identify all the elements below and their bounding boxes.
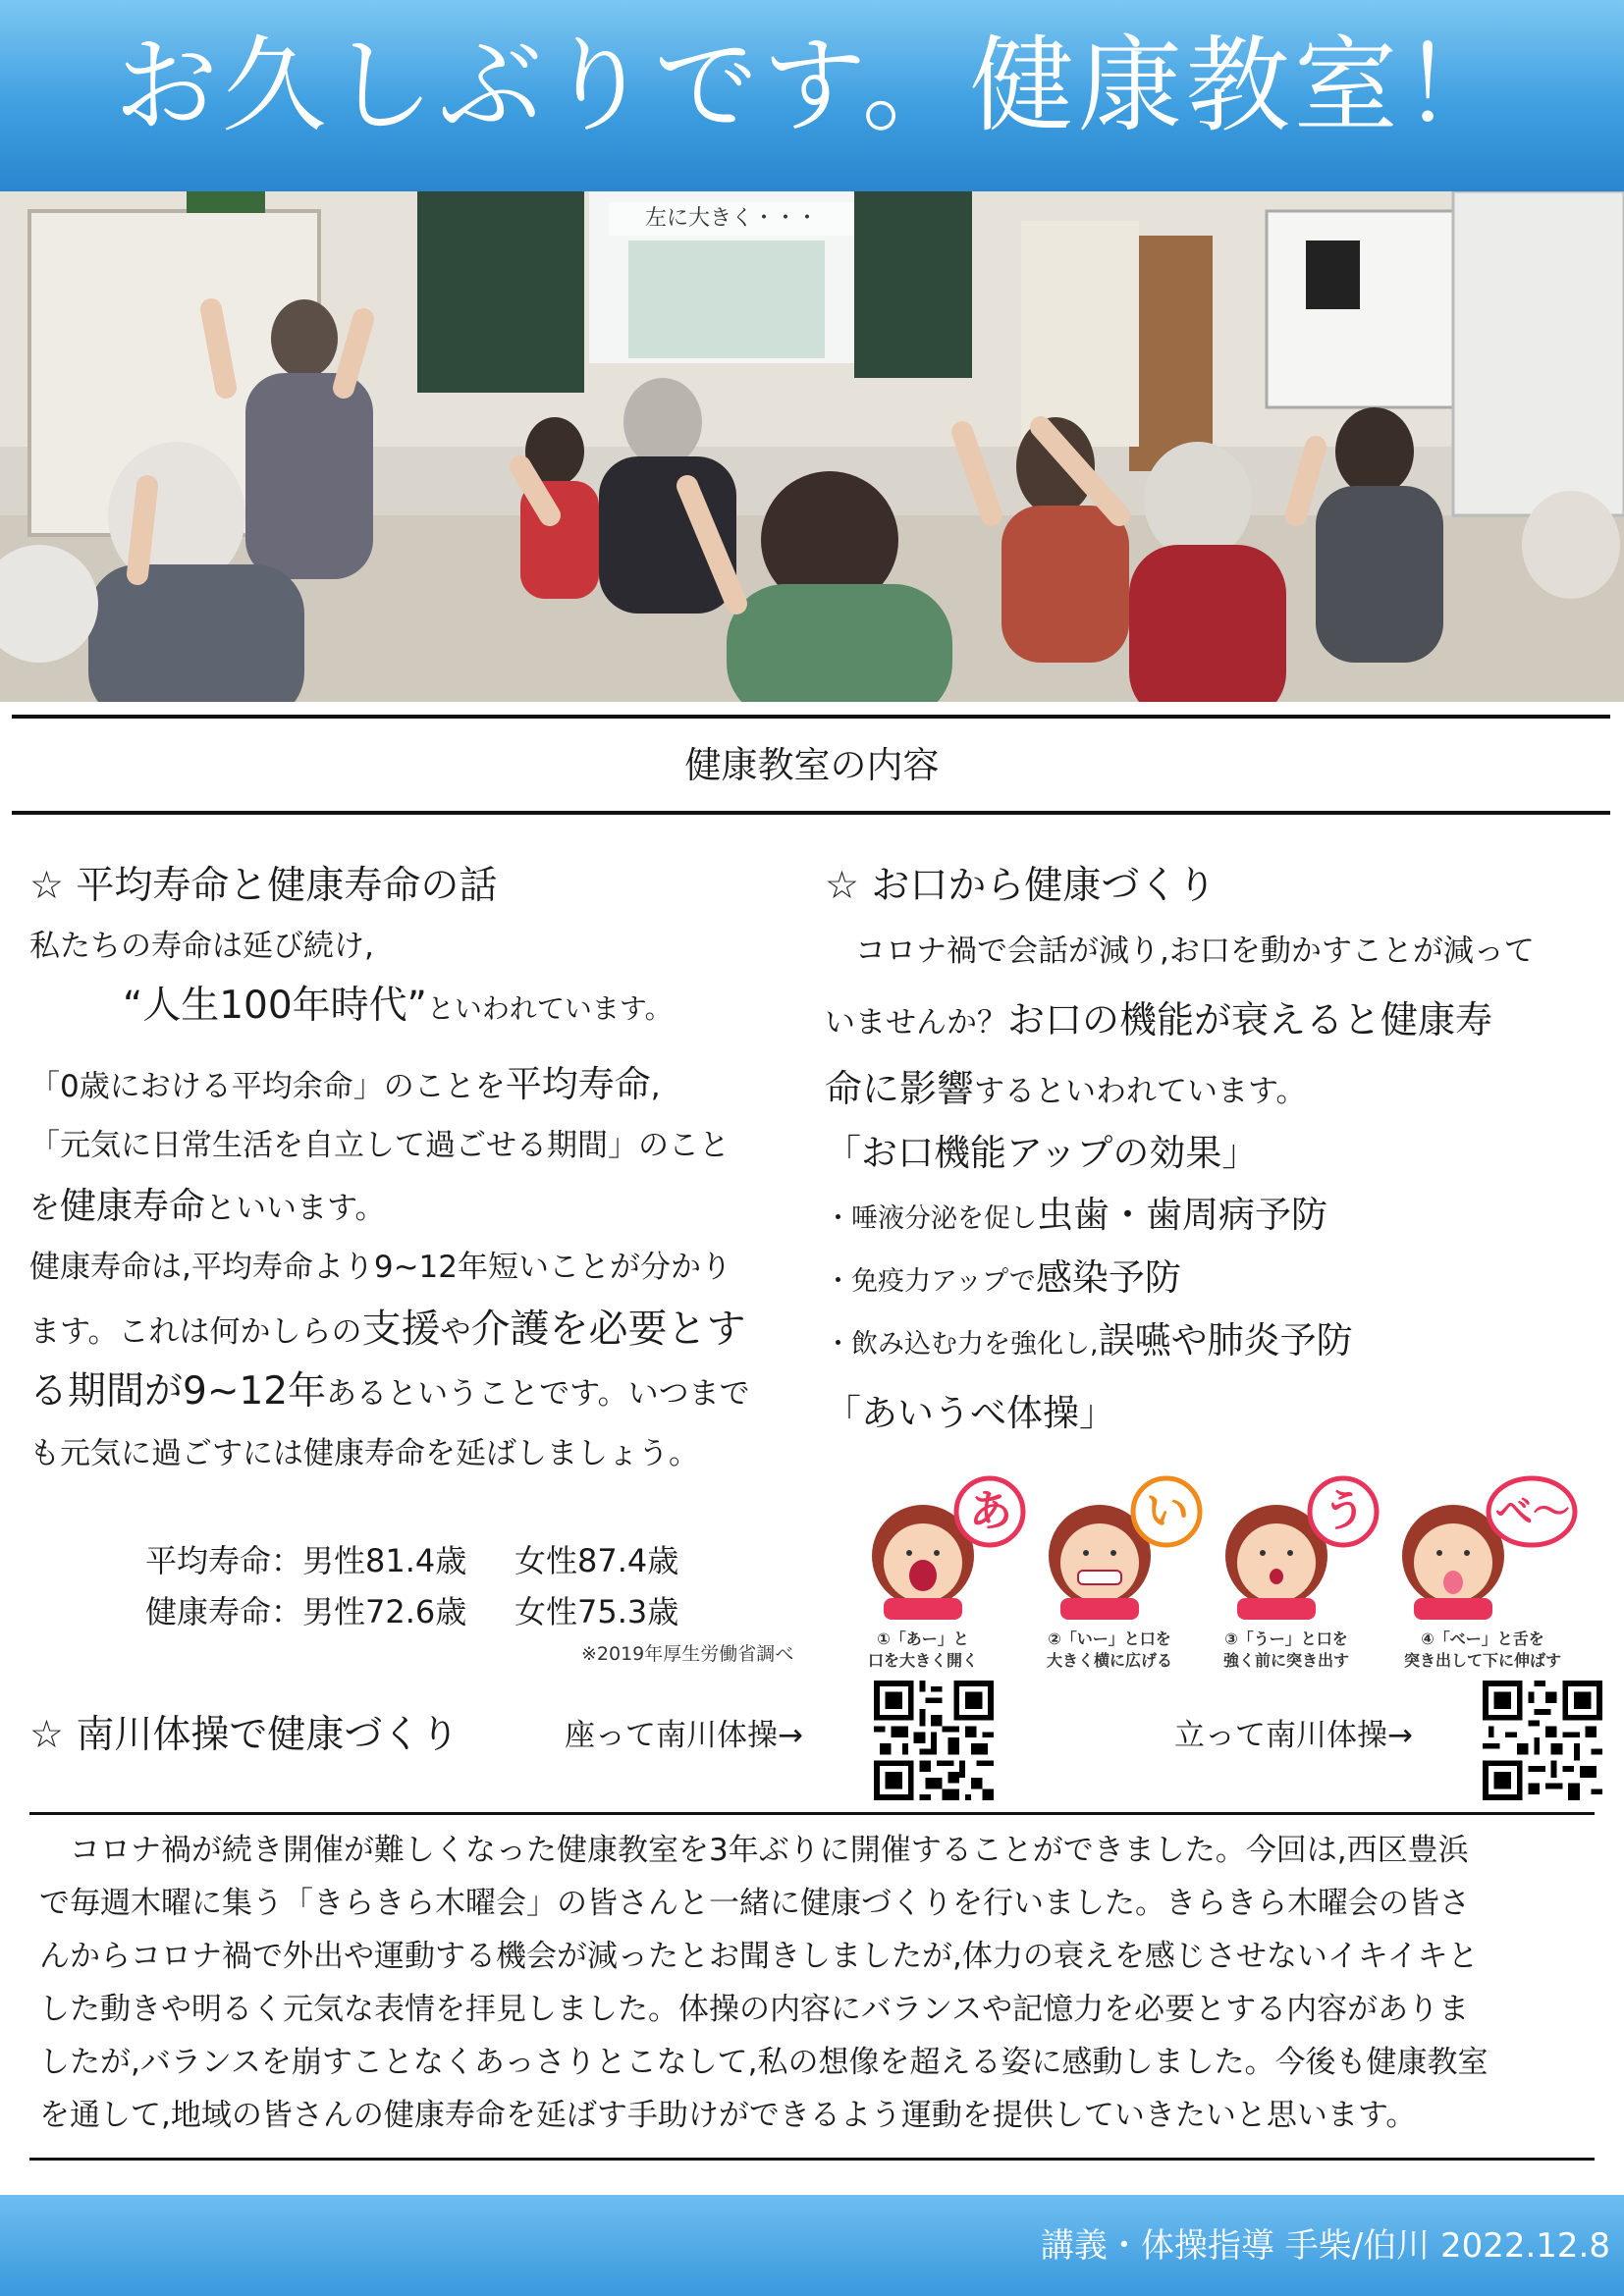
stat-average-female: 女性87.4歳 [514,1542,679,1579]
standing-exercise-label[interactable]: 立って南川体操→ [1174,1718,1413,1753]
face-i [1031,1472,1213,1679]
face-u-step: ③「うー」と口を [1224,1629,1348,1648]
face-be-sound: べ〜 [1494,1490,1570,1533]
stat-healthy-female: 女性75.3歳 [514,1593,679,1630]
lifespan-p3-c: , [650,1069,661,1104]
oral-heading: ☆ お口から健康づくり [825,864,1217,908]
face-i-step: ②「いー」と口を [1048,1629,1171,1648]
section-title: 健康教室の内容 [684,744,940,786]
report-line-6: を通して,地域の皆さんの健康寿命を延ばす手助けができるよう運動を提供していきたいと思います。 [39,2098,1417,2133]
report-bottom-rule [29,2158,1595,2161]
lifespan-p8-b: あるということです。いつまで [326,1376,750,1412]
lifespan-p2 [29,976,805,1037]
report-line-3: んからコロナ禍で外出や運動する機会が減ったとお聞きしましたが,体力の衰えを感じさせないイキイキと [39,1939,1479,1974]
oral-effect-2 [825,1247,1610,1309]
source-note: ※2019年厚生労働省調べ [581,1643,794,1665]
face-be [1384,1472,1581,1679]
oral-p1: コロナ禍で会話が減り,お口を動かすことが減って [825,934,1535,969]
lifespan-p2-small: といわれています。 [426,992,673,1025]
lifespan-p5-b: 健康寿命 [60,1185,205,1227]
lifespan-p1: 私たちの寿命は延び続け, [29,929,374,964]
section-top-rule [12,715,1610,719]
oral-p3 [825,1054,1610,1123]
lifespan-p2-big: “人生100年時代” [123,984,427,1028]
class-photo [0,191,1624,702]
lifespan-p9: も元気に過ごすには健康寿命を延ばしましょう。 [29,1436,699,1471]
oral-effect-3-a: ・飲み込む力を強化し, [825,1329,1099,1360]
stat-healthy-male: 健康寿命：男性72.6歳 [145,1593,467,1630]
oral-effect-2-b: 感染予防 [1035,1256,1181,1299]
face-i-sound: い [1146,1486,1189,1536]
oral-effects-title: 「お口機能アップの効果」 [825,1132,1259,1174]
section-bottom-rule [12,811,1610,815]
face-be-step: ④「べー」と舌を [1421,1629,1544,1648]
standing-exercise-qr-icon[interactable] [1483,1681,1602,1800]
lifespan-p6: 健康寿命は,平均寿命より9~12年短いことが分かり [29,1250,731,1285]
lifespan-p7 [29,1298,805,1361]
lifespan-p8-a: る期間が9~12年 [29,1369,327,1414]
left-column [29,856,805,1484]
aiube-title: 「あいうべ体操」 [825,1392,1115,1434]
oral-effect-3-b: 誤嚥や肺炎予防 [1098,1319,1353,1362]
nankawa-heading: ☆ 南川体操で健康づくり [29,1713,460,1757]
screen-caption: 左に大きく・・・ [609,202,854,236]
face-u [1208,1472,1389,1679]
sitting-exercise-label[interactable]: 座って南川体操→ [565,1718,803,1753]
face-u-sound: う [1323,1486,1366,1536]
lifespan-p5-c: といいます。 [205,1191,386,1226]
oral-effect-2-a: ・免疫力アップで [825,1266,1036,1297]
report-line-1: コロナ禍が続き開催が難しくなった健康教室を3年ぶりに開催することができました。今回は,西区豊浜 [39,1833,1469,1868]
sitting-exercise-qr-icon[interactable] [874,1681,994,1800]
lifespan-p3 [29,1054,805,1115]
face-i-desc: 大きく横に広げる [1046,1651,1172,1670]
face-u-desc: 強く前に突き出す [1222,1651,1349,1670]
oral-p3-b: するといわれています。 [974,1074,1307,1109]
lifespan-p7-a: ます。これは何かしらの [29,1314,362,1350]
oral-effect-3 [825,1309,1610,1372]
oral-p2-b: お口の機能が衰えると健康寿 [1007,998,1493,1041]
lifespan-p8 [29,1361,805,1423]
lifespan-p7-b: 支援 [361,1307,441,1352]
lifespan-p7-d: 介護を必要とす [470,1307,746,1352]
oral-effect-1 [825,1184,1610,1247]
oral-effect-1-b: 虫歯・歯周病予防 [1037,1194,1327,1236]
face-a-desc: 口を大きく開く [867,1651,978,1670]
right-column [825,856,1610,1455]
face-a-step: ①「あー」と [877,1629,969,1648]
lifespan-p4: 「元気に日常生活を自立して過ごせる期間」のこと [29,1128,730,1163]
page-title: お久しぶりです。健康教室！ [114,26,1510,146]
oral-p2-a: いませんか？ [825,1005,1007,1041]
report-text [39,1824,1591,2142]
report-line-4: した動きや明るく元気な表情を拝見しました。体操の内容にバランスや記憶力を必要とする内容がありま [39,1992,1470,2027]
face-a-sound: あ [969,1486,1012,1536]
oral-p2 [825,986,1610,1054]
lifespan-p3-a: 「0歳における平均余命」のことを [29,1069,506,1104]
report-line-2: で毎週木曜に集う「きらきら木曜会」の皆さんと一緒に健康づくりを行いました。きらきら木曜会の皆さ [39,1886,1470,1921]
lifespan-p3-b: 平均寿命 [505,1063,651,1105]
stat-average-male: 平均寿命：男性81.4歳 [145,1542,467,1579]
lifespan-heading: ☆ 平均寿命と健康寿命の話 [29,864,498,908]
oral-effect-1-a: ・唾液分泌を促し [825,1203,1037,1234]
lifespan-p5 [29,1176,805,1237]
footer-credit: 講義・体操指導 手柴/伯川 2022.12.8 [1040,2226,1610,2266]
report-line-5: したが,バランスを崩すことなくあっさりとこなして,私の想像を超える姿に感動しました。今後も健康教室 [39,2045,1489,2080]
lifespan-p5-a: を [29,1191,60,1226]
face-be-desc: 突き出して下に伸ばす [1403,1651,1561,1670]
report-top-rule [29,1812,1595,1815]
lifespan-p7-c: や [440,1314,471,1350]
face-a [854,1472,1036,1679]
oral-p3-a: 命に影響 [825,1067,975,1110]
aiube-illustration [854,1472,1581,1679]
